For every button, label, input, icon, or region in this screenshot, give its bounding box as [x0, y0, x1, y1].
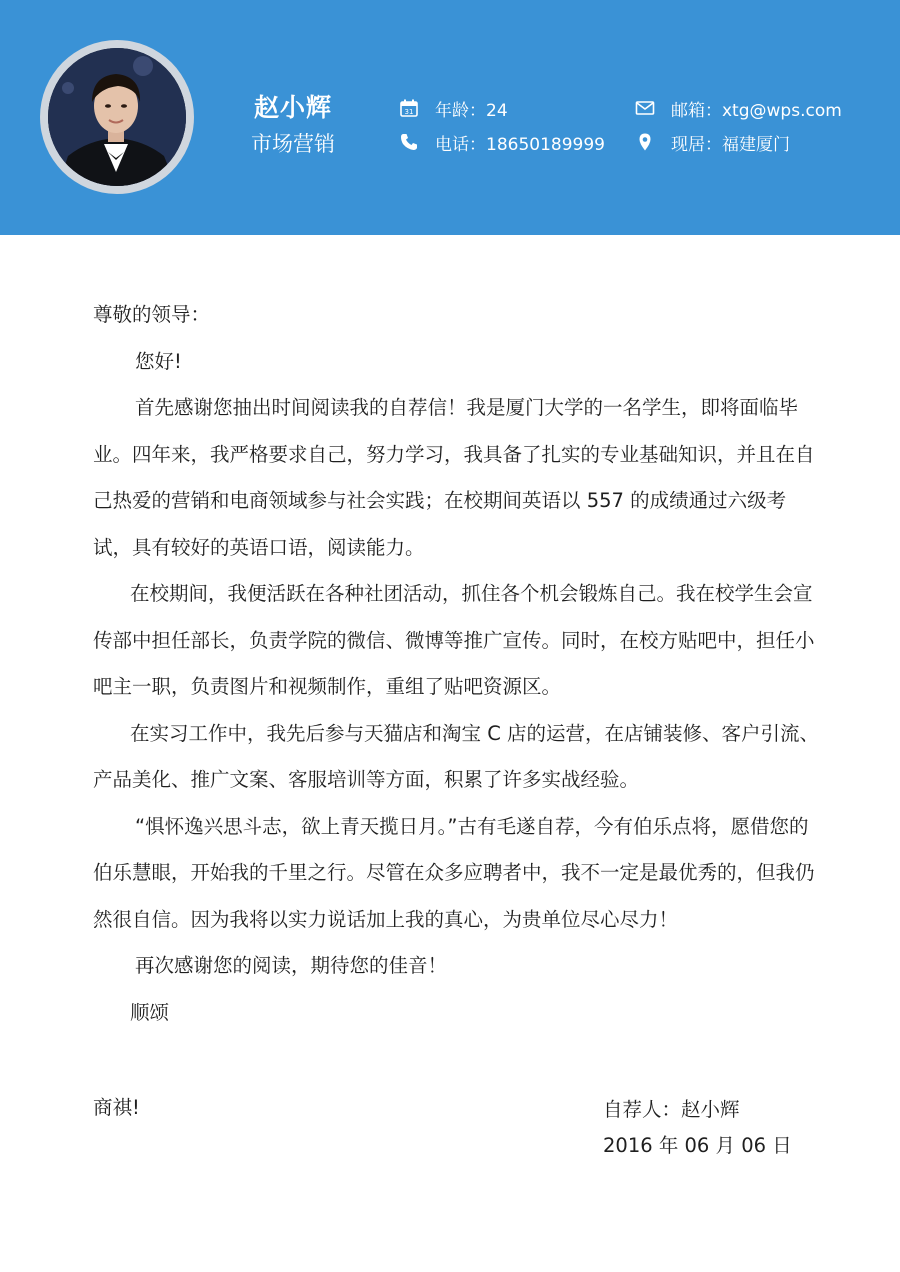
paragraph-thanks: 再次感谢您的阅读，期待您的佳音！ [135, 954, 448, 977]
candidate-title: 市场营销 [251, 132, 335, 156]
signer-name: 自荐人：赵小辉 [603, 1098, 740, 1121]
location-pin-icon [635, 132, 657, 154]
age-text: 年龄：24 [435, 101, 508, 121]
paragraph-intro: 首先感谢您抽出时间阅读我的自荐信！我是厦门大学的一名学生，即将面临毕业。四年来，我严格要求自己，努力学习，我具备了扎实的专业基础知识，并且在自己热爱的营销和电商领域参与社会实践；在校期间英语以 557 的成绩通过六级考试，具有较好的英语口语，阅读能力。 [93, 396, 815, 559]
email-text: 邮箱：xtg@wps.com [671, 101, 842, 121]
phone-icon [399, 132, 421, 154]
phone-text: 电话：18650189999 [435, 135, 605, 155]
letter-date: 2016 年 06 月 06 日 [603, 1134, 792, 1157]
paragraph-internship: 在实习工作中，我先后参与天猫店和淘宝 C 店的运营，在店铺装修、客户引流、产品美化、推广文案、客服培训等方面，积累了许多实战经验。 [93, 721, 820, 791]
age-info [399, 96, 508, 121]
closing-line-1: 顺颂 [130, 1000, 170, 1024]
header-banner [0, 0, 900, 235]
paragraph-quote: “惧怀逸兴思斗志，欲上青天揽日月。”古有毛遂自荐，今有伯乐点将，愿借您的伯乐慧眼，开始我的千里之行。尽管在众多应聘者中，我不一定是最优秀的，但我仍然很自信。因为我将以实力说话加上我的真心，为贵单位尽心尽力！ [93, 814, 815, 931]
location-info [635, 130, 790, 155]
paragraph-campus: 在校期间，我便活跃在各种社团活动，抓住各个机会锻炼自己。我在校学生会宣传部中担任部长，负责学院的微信、微博等推广宣传。同时，在校方贴吧中，担任小吧主一职，负责图片和视频制作，重组了贴吧资源区。 [93, 582, 815, 698]
mail-icon [635, 98, 657, 120]
signature-block [603, 1092, 792, 1164]
cover-letter-body [93, 292, 823, 1036]
closing-line-2: 商祺! [93, 1096, 140, 1119]
salutation: 尊敬的领导： [93, 303, 211, 326]
email-info [635, 96, 842, 121]
svg-text:31: 31 [404, 107, 414, 116]
greeting: 您好! [135, 349, 182, 373]
avatar-photo [48, 48, 186, 186]
phone-info [399, 130, 605, 155]
location-text: 现居：福建厦门 [671, 135, 790, 155]
calendar-icon [399, 98, 421, 120]
avatar-ring [40, 40, 194, 194]
candidate-name: 赵小辉 [254, 93, 333, 122]
avatar [48, 48, 186, 186]
